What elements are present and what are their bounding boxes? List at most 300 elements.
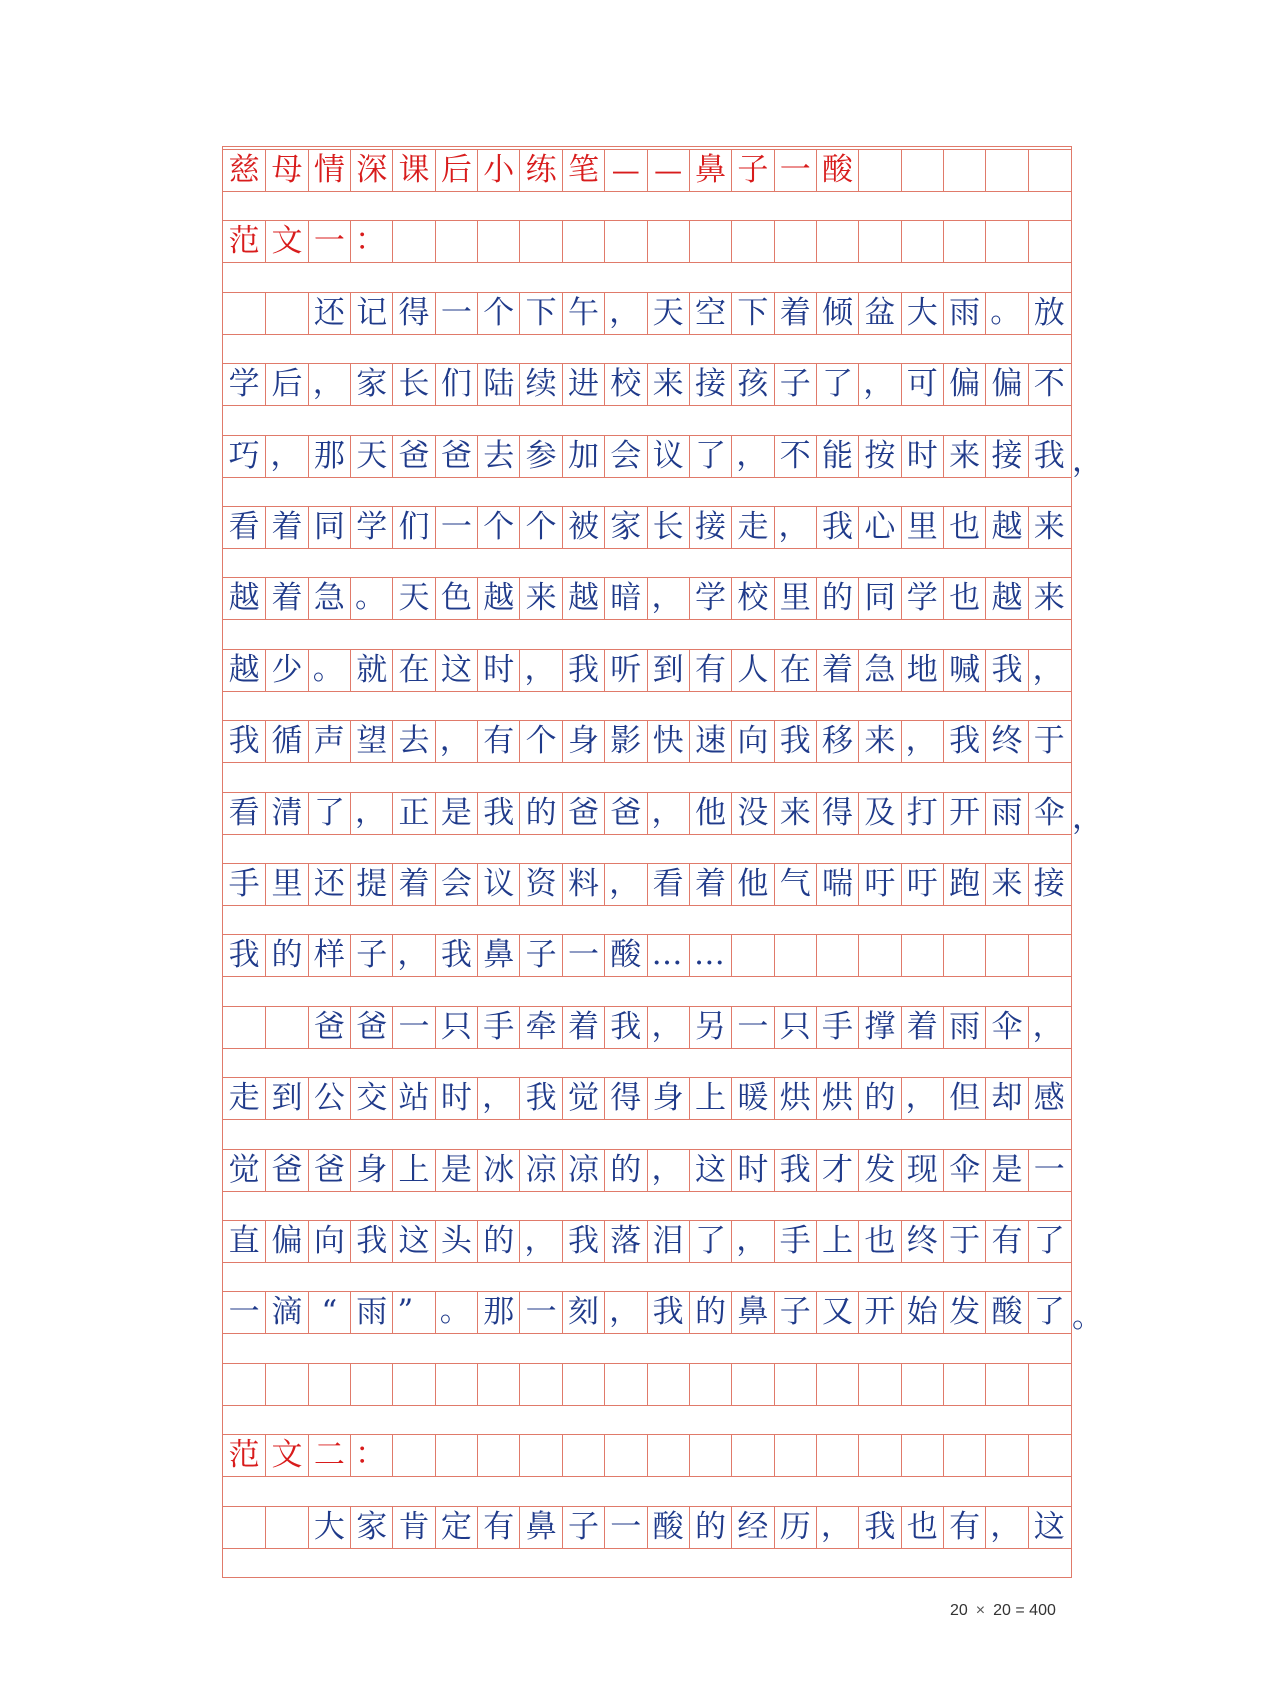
grid-cell: 学 — [689, 578, 731, 619]
grid-cell: 才 — [816, 1150, 858, 1191]
grid-count-footer — [950, 1602, 1056, 1620]
grid-cell: 一 — [519, 1292, 561, 1333]
grid-cell: 深 — [350, 150, 392, 191]
grid-cell: 经 — [731, 1507, 773, 1548]
grid-cell: 一 — [562, 935, 604, 976]
grid-cell: 慈 — [228, 152, 260, 188]
grid-cell — [858, 221, 900, 262]
grid-cell: 巧 — [228, 437, 260, 474]
grid-cell: 着 — [392, 864, 434, 905]
grid-cell: 交 — [350, 1078, 392, 1119]
grid-cell — [901, 150, 943, 191]
grid-cell: 爸 — [350, 1007, 392, 1048]
grid-cell — [604, 221, 646, 262]
grid-cell: 影 — [604, 721, 646, 762]
grid-cell — [562, 1364, 604, 1405]
grid-cell: 手 — [774, 1221, 816, 1262]
grid-cell: 我 — [858, 1507, 900, 1548]
grid-cell: ， — [985, 1507, 1027, 1548]
grid-cell — [985, 1435, 1027, 1476]
grid-cell: 着 — [901, 1007, 943, 1048]
grid-cell: 来 — [774, 793, 816, 834]
grid-cell: 学 — [228, 366, 260, 403]
grid-cell: 去 — [477, 436, 519, 477]
grid-cell: ， — [604, 864, 646, 905]
grid-cell — [1028, 221, 1070, 262]
grid-cell: 色 — [435, 578, 477, 619]
grid-cell — [435, 1364, 477, 1405]
grid-cell — [774, 221, 816, 262]
grid-cell: 长 — [647, 507, 689, 548]
grid-cell: ， — [647, 793, 689, 834]
grid-cell: 了 — [1028, 1292, 1070, 1333]
grid-cell: ， — [901, 721, 943, 762]
grid-cell — [943, 1364, 985, 1405]
grid-cell: 子 — [350, 935, 392, 976]
grid-cell — [1028, 1364, 1070, 1405]
grid-cell — [774, 1435, 816, 1476]
grid-cell: 一 — [435, 507, 477, 548]
grid-cell: ： — [350, 1435, 392, 1476]
grid-cell: 鼻 — [477, 935, 519, 976]
grid-cell: 笔 — [562, 150, 604, 191]
grid-cell: 少 — [265, 650, 307, 691]
grid-cell: 一 — [308, 221, 350, 262]
grid-cell — [816, 221, 858, 262]
grid-cell: 家 — [350, 364, 392, 405]
grid-cell: 子 — [519, 935, 561, 976]
grid-cell: 雨 — [943, 293, 985, 334]
grid-cell: 一 — [1028, 1150, 1070, 1191]
grid-cell: 偏 — [943, 364, 985, 405]
grid-cell: 滴 — [265, 1292, 307, 1333]
grid-cell: 也 — [943, 578, 985, 619]
grid-cell: 被 — [562, 507, 604, 548]
grid-cell: 酸 — [647, 1507, 689, 1548]
grid-cell: 觉 — [562, 1078, 604, 1119]
grid-cell: 同 — [308, 507, 350, 548]
grid-cell: 另 — [689, 1007, 731, 1048]
grid-cell: 记 — [350, 293, 392, 334]
grid-cell: 吁 — [858, 864, 900, 905]
grid-cell: 我 — [562, 1221, 604, 1262]
grid-cell: 参 — [519, 436, 561, 477]
grid-cell: ， — [350, 793, 392, 834]
grid-cell: 爸 — [604, 793, 646, 834]
grid-cell: 子 — [774, 364, 816, 405]
grid-cell: 课 — [392, 150, 434, 191]
grid-cell: 雨 — [985, 793, 1027, 834]
grid-cell: 样 — [308, 935, 350, 976]
grid-cell: 校 — [604, 364, 646, 405]
grid-cell — [731, 221, 773, 262]
grid-cell: 看 — [647, 864, 689, 905]
grid-cell: 是 — [435, 793, 477, 834]
grid-cell: 伞 — [1028, 793, 1070, 834]
manuscript-grid-sheet — [222, 146, 1103, 1578]
grid-cell: 午 — [562, 293, 604, 334]
grid-cell: 于 — [1028, 721, 1070, 762]
grid-cell: 家 — [604, 507, 646, 548]
grid-cell — [519, 1435, 561, 1476]
grid-row — [223, 1149, 1071, 1192]
footer-total: 20 = 400 — [993, 1602, 1056, 1619]
grid-row — [223, 1363, 1071, 1406]
grid-cell: 在 — [392, 650, 434, 691]
grid-cell: 发 — [858, 1150, 900, 1191]
grid-cell: 我 — [647, 1292, 689, 1333]
grid-cell — [774, 935, 816, 976]
grid-cell: 我 — [774, 721, 816, 762]
grid-cell: 打 — [901, 793, 943, 834]
grid-cell: 上 — [392, 1150, 434, 1191]
grid-cell — [392, 221, 434, 262]
grid-cell: 来 — [858, 721, 900, 762]
grid-cell: 于 — [943, 1221, 985, 1262]
grid-row — [223, 292, 1071, 335]
grid-cell: 只 — [435, 1007, 477, 1048]
grid-cell: ， — [901, 1078, 943, 1119]
grid-cell: 了 — [308, 793, 350, 834]
grid-cell: 会 — [604, 436, 646, 477]
grid-cell: 身 — [562, 721, 604, 762]
grid-cell: 来 — [985, 864, 1027, 905]
grid-cell — [223, 1007, 265, 1048]
grid-cell: 一 — [774, 150, 816, 191]
grid-cell — [943, 1435, 985, 1476]
grid-cell: 接 — [1028, 864, 1070, 905]
grid-cell: 一 — [228, 1294, 260, 1331]
grid-row — [223, 1220, 1071, 1263]
grid-cell — [519, 1364, 561, 1405]
grid-cell: 我 — [985, 650, 1027, 691]
grid-cell: 向 — [731, 721, 773, 762]
grid-cell: 们 — [392, 507, 434, 548]
grid-cell: 在 — [774, 650, 816, 691]
grid-cell: 大 — [308, 1507, 350, 1548]
grid-cell: 爸 — [265, 1150, 307, 1191]
grid-cell: ， — [647, 1007, 689, 1048]
grid-cell — [985, 150, 1027, 191]
grid-cell: 我 — [816, 507, 858, 548]
grid-cell: 有 — [985, 1221, 1027, 1262]
grid-cell: ， — [392, 935, 434, 976]
grid-cell: 就 — [350, 650, 392, 691]
grid-cell: 的 — [689, 1292, 731, 1333]
grid-cell: 范 — [228, 1437, 260, 1474]
grid-cell: 酸 — [604, 935, 646, 976]
grid-cell: 这 — [435, 650, 477, 691]
grid-cell: 进 — [562, 364, 604, 405]
grid-cell: 他 — [731, 864, 773, 905]
grid-cell: 同 — [858, 578, 900, 619]
grid-cell: 孩 — [731, 364, 773, 405]
grid-cell: ， — [477, 1078, 519, 1119]
grid-cell: 走 — [228, 1080, 260, 1117]
grid-cell: 我 — [519, 1078, 561, 1119]
grid-cell: 家 — [350, 1507, 392, 1548]
grid-cell — [858, 1435, 900, 1476]
grid-cell: 越 — [228, 580, 260, 617]
grid-cell: 刻 — [562, 1292, 604, 1333]
grid-cell: 心 — [858, 507, 900, 548]
grid-cell: 凉 — [519, 1150, 561, 1191]
grid-cell: 来 — [943, 436, 985, 477]
grid-cell: 情 — [308, 150, 350, 191]
grid-row — [223, 149, 1071, 192]
grid-cell: 续 — [519, 364, 561, 405]
grid-cell: 可 — [901, 364, 943, 405]
grid-cell: 文 — [265, 1435, 307, 1476]
grid-cell: 得 — [604, 1078, 646, 1119]
grid-cell: 里 — [774, 578, 816, 619]
grid-cell: 去 — [392, 721, 434, 762]
grid-cell — [392, 1435, 434, 1476]
grid-cell — [943, 150, 985, 191]
grid-cell: 上 — [689, 1078, 731, 1119]
grid-cell: ， — [604, 1292, 646, 1333]
grid-cell: ， — [519, 1221, 561, 1262]
grid-cell: 来 — [647, 364, 689, 405]
grid-cell: 到 — [647, 650, 689, 691]
grid-cell: 天 — [350, 436, 392, 477]
grid-cell: 现 — [901, 1150, 943, 1191]
grid-cell: 身 — [350, 1150, 392, 1191]
grid-cell: 们 — [435, 364, 477, 405]
grid-cell: ， — [731, 436, 773, 477]
grid-cell: 我 — [477, 793, 519, 834]
grid-cell: 公 — [308, 1078, 350, 1119]
grid-cell: 没 — [731, 793, 773, 834]
grid-cell: 有 — [689, 650, 731, 691]
grid-cell — [604, 1435, 646, 1476]
grid-cell: 空 — [689, 293, 731, 334]
grid-cell: ， — [604, 293, 646, 334]
grid-cell: 的 — [689, 1507, 731, 1548]
grid-cell: 快 — [647, 721, 689, 762]
grid-cell: 只 — [774, 1007, 816, 1048]
grid-cell: … — [689, 935, 731, 976]
grid-cell: 肯 — [392, 1507, 434, 1548]
grid-cell — [562, 1435, 604, 1476]
grid-cell — [477, 1435, 519, 1476]
grid-cell: 越 — [228, 651, 260, 688]
grid-cell: 个 — [519, 721, 561, 762]
grid-cell — [689, 221, 731, 262]
grid-cell: 气 — [774, 864, 816, 905]
grid-cell — [901, 1435, 943, 1476]
grid-cell: ， — [435, 721, 477, 762]
grid-cell: 能 — [816, 436, 858, 477]
grid-cell: 我 — [228, 723, 260, 760]
grid-cell: 但 — [943, 1078, 985, 1119]
grid-cell: 清 — [265, 793, 307, 834]
grid-cell: 不 — [774, 436, 816, 477]
grid-cell: 资 — [519, 864, 561, 905]
grid-cell: 也 — [943, 507, 985, 548]
grid-cell: 雨 — [350, 1292, 392, 1333]
grid-cell: 个 — [519, 507, 561, 548]
grid-cell: 看 — [228, 509, 260, 545]
grid-cell: 也 — [901, 1507, 943, 1548]
grid-cell: 学 — [901, 578, 943, 619]
grid-row — [223, 1434, 1071, 1477]
grid-cell: 我 — [774, 1150, 816, 1191]
grid-row — [223, 1506, 1071, 1549]
grid-cell — [858, 1364, 900, 1405]
grid-cell: 这 — [1028, 1507, 1070, 1548]
grid-cell: — — [647, 150, 689, 191]
grid-cell: 子 — [731, 150, 773, 191]
grid-cell: 一 — [604, 1507, 646, 1548]
grid-cell: 里 — [901, 507, 943, 548]
grid-cell: 议 — [647, 436, 689, 477]
grid-cell — [604, 1364, 646, 1405]
grid-cell — [477, 221, 519, 262]
grid-cell — [308, 1364, 350, 1405]
grid-row — [223, 934, 1071, 977]
grid-cell: 越 — [477, 578, 519, 619]
grid-cell: 循 — [265, 721, 307, 762]
grid-cell: 会 — [435, 864, 477, 905]
overflow-punctuation: ， — [1072, 799, 1103, 836]
grid-cell: 陆 — [477, 364, 519, 405]
grid-cell: 倾 — [816, 293, 858, 334]
grid-cell: ： — [350, 221, 392, 262]
grid-cell: 鼻 — [689, 150, 731, 191]
grid-cell: 长 — [392, 364, 434, 405]
grid-cell — [477, 1364, 519, 1405]
grid-cell: 身 — [647, 1078, 689, 1119]
grid-cell: 跑 — [943, 864, 985, 905]
footer-columns: 20 — [950, 1602, 968, 1619]
grid-cell — [943, 935, 985, 976]
grid-cell: 终 — [901, 1221, 943, 1262]
grid-cell — [265, 1507, 307, 1548]
grid-row — [223, 435, 1103, 479]
grid-cell: 有 — [943, 1507, 985, 1548]
grid-cell: 看 — [228, 794, 260, 831]
grid-cell: 下 — [519, 293, 561, 334]
grid-cell: 练 — [519, 150, 561, 191]
grid-cell: 开 — [858, 1292, 900, 1333]
grid-cell: 加 — [562, 436, 604, 477]
grid-cell: 小 — [477, 150, 519, 191]
grid-cell: 来 — [1028, 578, 1070, 619]
grid-cell: 了 — [816, 364, 858, 405]
grid-cell — [731, 1435, 773, 1476]
grid-cell: 手 — [477, 1007, 519, 1048]
grid-cell — [223, 1364, 265, 1405]
grid-cell: 放 — [1028, 293, 1070, 334]
grid-cell: 着 — [562, 1007, 604, 1048]
grid-cell — [901, 221, 943, 262]
grid-cell: 泪 — [647, 1221, 689, 1262]
grid-cell — [265, 293, 307, 334]
grid-cell: 二 — [308, 1435, 350, 1476]
grid-cell: 伞 — [985, 1007, 1027, 1048]
grid-cell — [392, 1364, 434, 1405]
grid-cell: 冰 — [477, 1150, 519, 1191]
grid-cell: 觉 — [228, 1151, 260, 1188]
grid-cell: 一 — [435, 293, 477, 334]
grid-cell: ， — [731, 1221, 773, 1262]
grid-row — [223, 649, 1071, 692]
grid-row — [223, 1291, 1103, 1336]
grid-cell — [774, 1364, 816, 1405]
grid-cell — [265, 1007, 307, 1048]
grid-cell: 时 — [901, 436, 943, 477]
grid-cell: 越 — [562, 578, 604, 619]
grid-cell — [858, 935, 900, 976]
grid-row — [223, 1006, 1071, 1049]
grid-cell — [519, 221, 561, 262]
grid-cell — [816, 1435, 858, 1476]
grid-cell: 的 — [265, 935, 307, 976]
grid-cell: 速 — [689, 721, 731, 762]
grid-cell: 直 — [228, 1223, 260, 1259]
grid-cell: 及 — [858, 793, 900, 834]
grid-cell: 。 — [985, 293, 1027, 334]
grid-cell: ， — [774, 507, 816, 548]
grid-cell: 爸 — [308, 1150, 350, 1191]
grid-cell — [647, 1435, 689, 1476]
grid-cell: 急 — [308, 578, 350, 619]
grid-cell: 天 — [647, 293, 689, 334]
grid-cell: 听 — [604, 650, 646, 691]
grid-cell: 我 — [228, 937, 260, 974]
grid-cell — [901, 1364, 943, 1405]
grid-cell: 里 — [265, 864, 307, 905]
grid-row — [223, 577, 1071, 620]
grid-cell: 定 — [435, 1507, 477, 1548]
grid-cell — [1028, 150, 1070, 191]
grid-cell: 还 — [308, 864, 350, 905]
grid-cell: 文 — [265, 221, 307, 262]
grid-cell: 越 — [985, 578, 1027, 619]
grid-cell: 烘 — [816, 1078, 858, 1119]
grid-cell — [647, 221, 689, 262]
grid-cell: … — [647, 935, 689, 976]
grid-cell: 母 — [265, 150, 307, 191]
grid-cell — [816, 1364, 858, 1405]
grid-cell — [562, 221, 604, 262]
grid-cell: 正 — [392, 793, 434, 834]
overflow-punctuation: ， — [1072, 442, 1103, 479]
grid-cell: 个 — [477, 507, 519, 548]
grid-cell: 接 — [689, 364, 731, 405]
grid-cell: ， — [1028, 650, 1070, 691]
grid-cell: 鼻 — [519, 1507, 561, 1548]
grid-cell: 来 — [1028, 507, 1070, 548]
grid-cell — [689, 1364, 731, 1405]
grid-row — [223, 1077, 1071, 1120]
grid-cell: ， — [816, 1507, 858, 1548]
grid-cell: 地 — [901, 650, 943, 691]
grid-cell — [901, 935, 943, 976]
grid-cell: 那 — [308, 436, 350, 477]
grid-cell: 了 — [689, 1221, 731, 1262]
grid-cell: 子 — [562, 1507, 604, 1548]
grid-cell: 天 — [392, 578, 434, 619]
grid-cell: 我 — [435, 935, 477, 976]
grid-cell: 不 — [1028, 364, 1070, 405]
grid-cell — [223, 1507, 265, 1548]
grid-cell: 了 — [689, 436, 731, 477]
grid-row — [223, 720, 1071, 763]
grid-cell: “ — [308, 1292, 350, 1333]
grid-cell: 着 — [774, 293, 816, 334]
